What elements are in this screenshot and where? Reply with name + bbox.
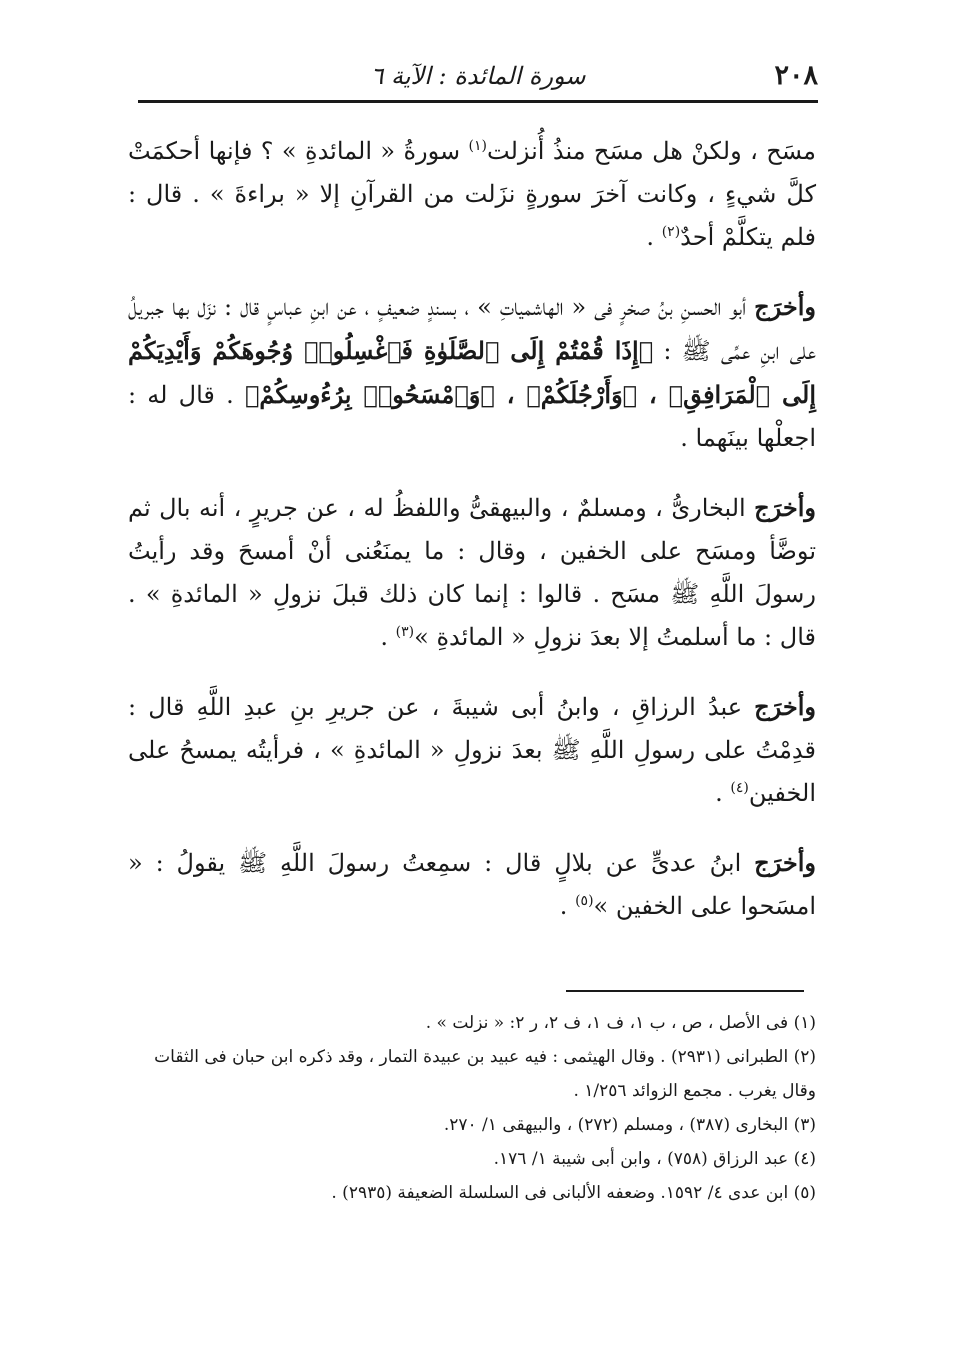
paragraph-lead: وأخرَج <box>754 493 816 522</box>
paragraph-lead: وأخرَج <box>754 292 816 321</box>
footnote-ref-3: (٣) <box>395 624 415 640</box>
paragraph-text: سورةُ « المائدةِ » ؟ فإنها أحكمَتْ كلَّ شيءٍ ، وكانت آخرَ سورةٍ نزَلت من القرآنِ إلا « براءةَ » . قال : فلم يتكلَّمْ أحدٌ <box>128 137 816 251</box>
paragraph-text: أبو الحسنِ بنُ صخرٍ فى « الهاشمياتِ » ، بسندٍ ضعيفٍ ، عن ابنِ عباسٍ قال : نزَل بها جبريلُ على ابنِ عمِّى ﷺ : <box>128 293 817 365</box>
footnote-5: (٥) ابن عدى ٤/ ١٥٩٢. وضعفه الألبانى فى السلسلة الضعيفة (٢٩٣٥) . <box>331 1183 816 1203</box>
paragraph-3 <box>128 486 816 659</box>
paragraph-text: مسَح ، ولكنْ هل مسَح منذُ أُنزلت <box>487 137 816 165</box>
paragraph-text: عبدُ الرزاقِ ، وابنُ أبى شيبةَ ، عن جريرِ بنِ عبدِ اللَّهِ قال : قدِمْتُ على رسولِ اللَّهِ ﷺ بعدَ نزولِ « المائدةِ » ، فرأيتُه يمسحُ على الخفين <box>128 693 816 807</box>
footnote-ref-4: (٤) <box>730 780 749 796</box>
paragraph-4 <box>128 685 816 815</box>
footnote-rule <box>566 990 804 992</box>
main-text <box>128 130 816 954</box>
paragraph-text: . <box>380 623 396 651</box>
paragraph-text: البخارىُّ ، ومسلمٌ ، والبيهقىُّ واللفظُ له ، عن جريرٍ ، أنه بال ثم توضَّأ ومسَح على الخفين ، وقال : ما يمنَعُنى أنْ أمسحَ وقد رأيتُ رسولَ اللَّهِ ﷺ مسَح . قالوا : إنما كان ذلك قبلَ نزولِ « المائدةِ » . قال : ما أسلمتُ إلا بعدَ نزولِ « المائدةِ » <box>128 494 816 651</box>
quran-verse: ﴿إِذَا قُمْتُمْ إِلَى ٱلصَّلَوٰةِ فَٱغْسِلُوا۟ وُجُوهَكُمْ وَأَيْدِيَكُمْ إِلَى ٱلْمَرَافِقِ﴾ ، ﴿وَأَرْجُلَكُمْ﴾ ، ﴿وَٱمْسَحُوا۟ بِرُءُوسِكُمْ﴾ <box>128 336 816 409</box>
footnote-4: (٤) عبد الرزاق (٧٥٨) ، وابن أبى شيبة ١/ ١٧٦. <box>493 1149 816 1169</box>
footnotes <box>120 1006 816 1210</box>
paragraph-lead: وأخرَج <box>754 692 816 721</box>
footnote-ref-2: (٢) <box>661 224 681 240</box>
footnote-1: (١) فى الأصل ، ص ، ب ١، ف ١، ف ٢، ر ٢: « نزلت » . <box>425 1013 816 1033</box>
page-header <box>138 58 818 98</box>
paragraph-5 <box>128 841 816 928</box>
footnote-3: (٣) البخارى (٣٨٧) ، ومسلم (٢٧٢) ، والبيهقى ١/ ٢٧٠. <box>443 1115 816 1135</box>
paragraph-2 <box>128 285 816 460</box>
paragraph-1 <box>128 130 816 259</box>
paragraph-lead: وأخرَج <box>754 848 816 877</box>
header-rule <box>138 100 818 103</box>
paragraph-text: ابنُ عدىٍّ عن بلالٍ قال : سمِعتُ رسولَ اللَّهِ ﷺ يقولُ : « امسَحوا على الخفين » <box>128 849 816 920</box>
paragraph-text: . <box>646 223 662 251</box>
paragraph-text: . <box>715 779 731 807</box>
running-title: سورة المائدة : الآية ٦ <box>370 62 586 90</box>
footnote-ref-5: (٥) <box>575 893 594 909</box>
footnote-2: (٢) الطبرانى (٢٩٣١) . وقال الهيثمى : فيه عبيد بن عبيدة التمار ، وقد ذكره ابن حبان فى الثقات وقال يغرب . مجمع الزوائد ١/٢٥٦ . <box>154 1047 816 1101</box>
footnote-ref-1: (١) <box>468 138 487 154</box>
paragraph-text: . <box>559 892 576 920</box>
page-number: ٢٠٨ <box>774 60 818 91</box>
paragraph-text: . قال له : اجعلْها بينَهما . <box>128 381 816 452</box>
